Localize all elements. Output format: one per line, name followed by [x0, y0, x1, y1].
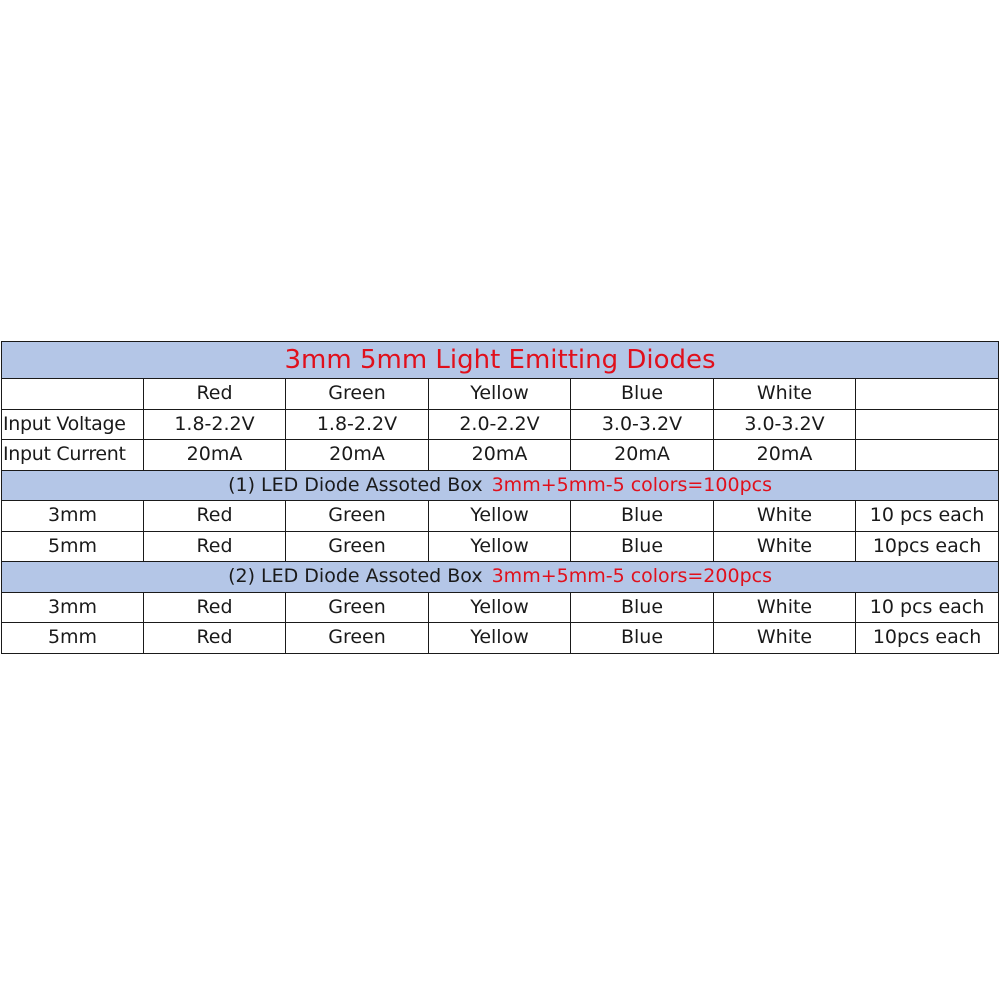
- led-spec-table: [1, 341, 999, 654]
- section-highlight: 3mm+5mm-5 colors=100pcs: [491, 473, 772, 496]
- table-cell: Blue: [571, 592, 714, 623]
- table-title: 3mm 5mm Light Emitting Diodes: [2, 342, 999, 379]
- quantity-cell: 10pcs each: [856, 623, 999, 654]
- color-header-row: [2, 379, 999, 410]
- title-row: [2, 342, 999, 379]
- table-cell: 2.0-2.2V: [429, 409, 571, 440]
- header-cell: [856, 379, 999, 410]
- header-cell-blue: Blue: [571, 379, 714, 410]
- table-cell: White: [714, 592, 856, 623]
- section-heading: [2, 562, 999, 593]
- table-cell: 3.0-3.2V: [714, 409, 856, 440]
- row-label: Input Voltage: [2, 409, 144, 440]
- table-cell: Green: [286, 623, 429, 654]
- section-heading-text: (1) LED Diode Assoted Box: [228, 473, 483, 496]
- table-cell: Blue: [571, 623, 714, 654]
- table-cell: 20mA: [714, 440, 856, 471]
- table-cell: [856, 409, 999, 440]
- table-cell: 20mA: [286, 440, 429, 471]
- input-voltage-row: [2, 409, 999, 440]
- section-heading: [2, 470, 999, 501]
- table-row: [2, 531, 999, 562]
- table-cell: 1.8-2.2V: [144, 409, 286, 440]
- input-current-row: [2, 440, 999, 471]
- table-cell: Green: [286, 501, 429, 532]
- table-cell: Yellow: [429, 592, 571, 623]
- size-cell: 3mm: [2, 592, 144, 623]
- table-cell: Blue: [571, 501, 714, 532]
- header-cell: [2, 379, 144, 410]
- header-cell-white: White: [714, 379, 856, 410]
- size-cell: 5mm: [2, 623, 144, 654]
- size-cell: 3mm: [2, 501, 144, 532]
- table-cell: 20mA: [429, 440, 571, 471]
- table-cell: Yellow: [429, 501, 571, 532]
- row-label: Input Current: [2, 440, 144, 471]
- table-cell: 3.0-3.2V: [571, 409, 714, 440]
- table-cell: Blue: [571, 531, 714, 562]
- table-row: [2, 592, 999, 623]
- size-cell: 5mm: [2, 531, 144, 562]
- table-cell: 20mA: [571, 440, 714, 471]
- table-cell: Red: [144, 623, 286, 654]
- table-cell: Green: [286, 592, 429, 623]
- section-1-header-row: [2, 470, 999, 501]
- section-highlight: 3mm+5mm-5 colors=200pcs: [491, 565, 772, 588]
- quantity-cell: 10 pcs each: [856, 501, 999, 532]
- table-cell: Yellow: [429, 531, 571, 562]
- table-cell: 1.8-2.2V: [286, 409, 429, 440]
- section-2-header-row: [2, 562, 999, 593]
- table-cell: White: [714, 623, 856, 654]
- table-cell: Yellow: [429, 623, 571, 654]
- table-row: [2, 501, 999, 532]
- table-cell: Red: [144, 501, 286, 532]
- header-cell-yellow: Yellow: [429, 379, 571, 410]
- table-cell: White: [714, 501, 856, 532]
- table-cell: [856, 440, 999, 471]
- header-cell-red: Red: [144, 379, 286, 410]
- table-cell: Red: [144, 592, 286, 623]
- quantity-cell: 10pcs each: [856, 531, 999, 562]
- header-cell-green: Green: [286, 379, 429, 410]
- table-cell: White: [714, 531, 856, 562]
- section-heading-text: (2) LED Diode Assoted Box: [228, 565, 483, 588]
- table-cell: Red: [144, 531, 286, 562]
- quantity-cell: 10 pcs each: [856, 592, 999, 623]
- table-cell: 20mA: [144, 440, 286, 471]
- table-cell: Green: [286, 531, 429, 562]
- table-row: [2, 623, 999, 654]
